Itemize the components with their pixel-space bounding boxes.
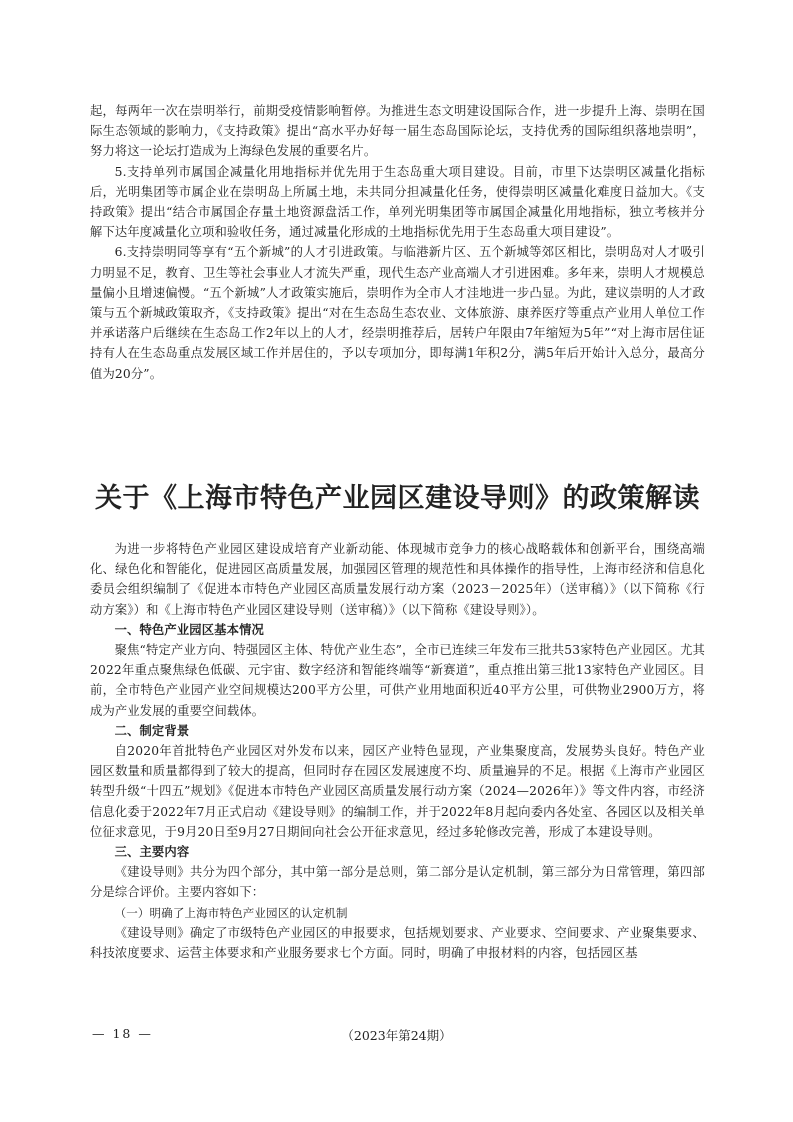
- section-heading: 三、主要内容: [114, 844, 190, 860]
- paragraph: 5.支持单列市属国企减量化用地指标并优先用于生态岛重大项目建设。目前，市里下达崇明区减量化指标后，光明集团等市属企业在崇明岛上所属土地，未共同分担减量化任务，使得崇明区减量化难度日益加大。《支持政策》提出“结合市属国企存量土地资源盘活工作，单列光明集团等市属国企减量化用地指标，独立考核并分解下达年度减量化立项和验收任务，通过减量化形成的土地指标优先用于生态岛重大项目建设”。: [90, 164, 705, 240]
- section-heading: 一、特色产业园区基本情况: [114, 621, 264, 637]
- paragraph: 自2020年首批特色产业园区对外发布以来，园区产业特色显现，产业集聚度高，发展势头良好。特色产业园区数量和质量都得到了较大的提高，但同时存在园区发展速度不均、质量遍异的不足。根据《上海市产业园区转型升级“十四五”规划》《促进本市特色产业园区高质量发展行动方案（2024—2026年）》等文件内容，市经济信息化委于2022年7月正式启动《建设导则》的编制工作，并于2022年8月起向委内各处室、各园区以及相关单位征求意见，于9月20日至9月27日期间向社会公开征求意见，经过多轮修改完善，形成了本建设导则。: [90, 744, 705, 839]
- issue-label: （2023年第24期）: [341, 1028, 452, 1043]
- paragraph: 6.支持崇明同等享有“五个新城”的人才引进政策。与临港新片区、五个新城等郊区相比，崇明岛对人才吸引力明显不足，教育、卫生等社会事业人才流失严重，现代生态产业高端人才引进困难。多年来，崇明人才规模总量偏小且增速偏慢。“五个新城”人才政策实施后，崇明作为全市人才洼地进一步凸显。为此，建议崇明的人才政策与五个新城政策取齐，《支持政策》提出“对在生态岛生态农业、文体旅游、康养医疗等重点产业用人单位工作并承诺落户后继续在生态岛工作2年以上的人才，经崇明推荐后，居转户年限由7年缩短为5年”“对上海市居住证持有人在生态岛重点发展区域工作并居住的，予以专项加分，即每满1年积2分，满5年后开始计入总分，最高分值为20分”。: [90, 245, 705, 381]
- page-number: — 18 —: [92, 1026, 153, 1041]
- paragraph: 聚焦“特定产业方向、特强园区主体、特优产业生态”，全市已连续三年发布三批共53家特色产业园区。尤其2022年重点聚焦绿色低碳、元宇宙、数字经济和智能终端等“新赛道”，重点推出第三批13家特色产业园区。目前，全市特色产业园产业空间规模达200平方公里，可供产业用地面积近40平方公里，可供物业2900万方，将成为产业发展的重要空间载体。: [90, 643, 705, 718]
- section-heading: 二、制定背景: [114, 722, 190, 738]
- article-body: [90, 539, 705, 963]
- top-text-block: [90, 101, 705, 384]
- article-title: 关于《上海市特色产业园区建设导则》的政策解读: [95, 483, 700, 514]
- paragraph: 起，每两年一次在崇明举行，前期受疫情影响暂停。为推进生态文明建设国际合作，进一步提升上海、崇明在国际生态领域的影响力，《支持政策》提出“高水平办好每一届生态岛国际论坛，支持优秀的国际组织落地崇明”，努力将这一论坛打造成为上海绿色发展的重要名片。: [90, 104, 705, 159]
- paragraph: 《建设导则》确定了市级特色产业园区的申报要求，包括规划要求、产业要求、空间要求、产业聚集要求、科技浓度要求、运营主体要求和产业服务要求七个方面。同时，明确了申报材料的内容，包括园区基: [90, 925, 705, 961]
- intro-paragraph: 为进一步将特色产业园区建设成培育产业新动能、体现城市竞争力的核心战略载体和创新平台，围绕高端化、绿色化和智能化，促进园区高质量发展，加强园区管理的规范性和具体操作的指导性，上海市经济和信息化委员会组织编制了《促进本市特色产业园区高质量发展行动方案（2023－2025年）（送审稿）》（以下简称《行动方案》）和《上海市特色产业园区建设导则（送审稿）》（以下简称《建设导则》）。: [90, 542, 705, 617]
- paragraph: 《建设导则》共分为四个部分，其中第一部分是总则，第二部分是认定机制，第三部分为日常管理，第四部分是综合评价。主要内容如下：: [90, 865, 705, 900]
- subsection-heading: （一）明确了上海市特色产业园区的认定机制: [114, 905, 348, 920]
